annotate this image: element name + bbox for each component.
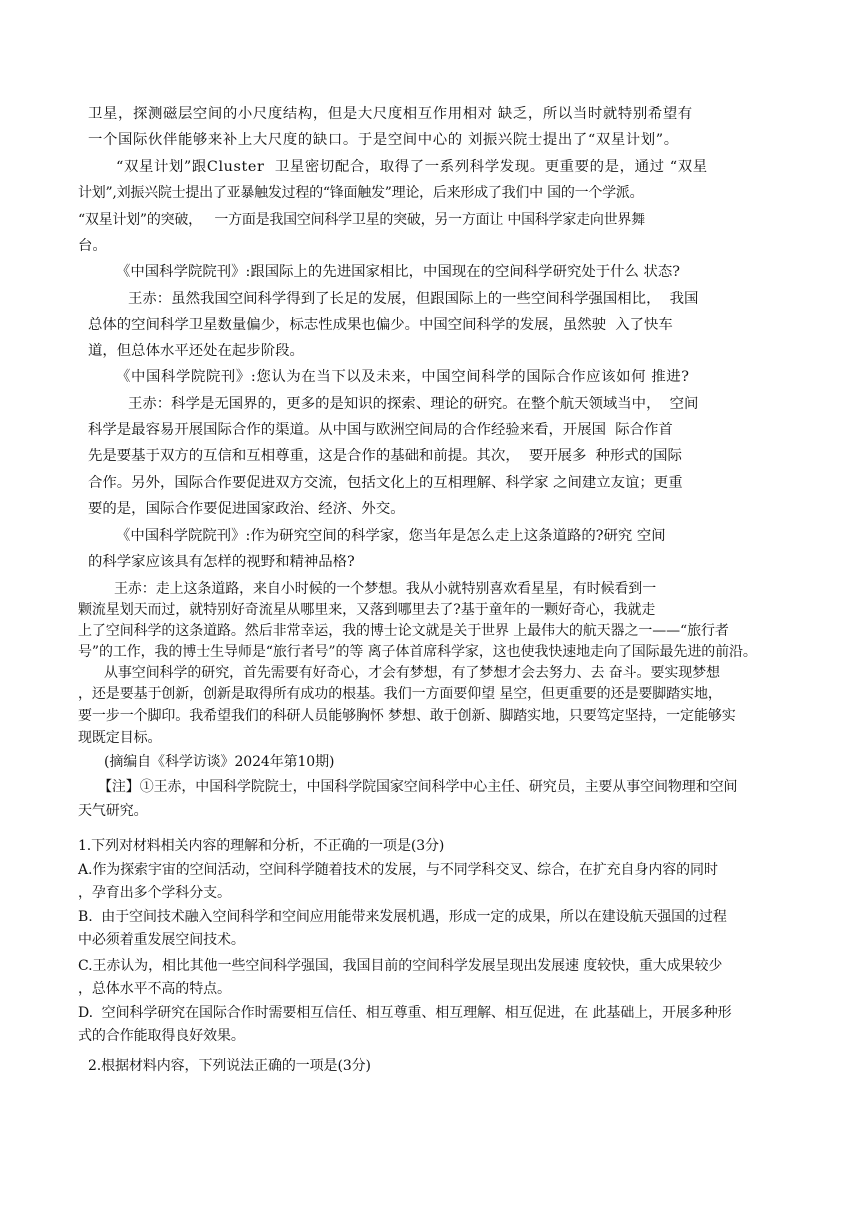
text-line: 《中国科学院院刊》:跟国际上的先进国家相比，中国现在的空间科学研究处于什么 状态? [116,264,680,280]
text-line: 《中国科学院院刊》:作为研究空间的科学家，您当年是怎么走上这条道路的?研究 空间 [116,528,666,544]
option-d: 式的合作能取得良好效果。 [78,1028,245,1044]
text-line: 从事空间科学的研究，首先需要有好奇心，才会有梦想，有了梦想才会去努力、去 奋斗。要实现梦想 [104,665,720,681]
text-line: 道，但总体水平还处在起步阶段。 [88,343,304,359]
text-line: 《中国科学院院刊》:您认为在当下以及未来，中国空间科学的国际合作应该如何 推进? [116,369,690,385]
question-stem: 2.根据材料内容，下列说法正确的一项是(3分) [88,1058,371,1074]
option-b: B. 由于空间技术融入空间科学和空间应用能带来发展机遇，形成一定的成果，所以在建设航天强国的过程 [78,909,727,925]
text-line: 要的是，国际合作要促进国家政治、经济、外交。 [88,501,405,517]
text-line: 上了空间科学的这条道路。然后非常幸运，我的博士论文就是关于世界 上最伟大的航天器之一——“旅行者 [78,623,729,639]
text-line: 卫星，探测磁层空间的小尺度结构，但是大尺度相互作用相对 缺乏，所以当时就特别希望有 [88,106,693,122]
option-a: ，孕育出多个学科分支。 [78,885,231,901]
text-line: 总体的空间科学卫星数量偏少，标志性成果也偏少。中国空间科学的发展，虽然驶 入了快车 [88,317,673,333]
text-line: 颗流星划天而过，就特别好奇流星从哪里来，又落到哪里去了?基于童年的一颗好奇心，我就走 [78,602,656,618]
text-line: 计划”,刘振兴院士提出了亚暴触发过程的“锋面触发”理论，后来形成了我们中 国的一个学派。 [78,185,644,201]
source-citation: (摘编自《科学访谈》2024年第10期) [104,754,335,770]
text-line: 现既定目标。 [78,730,162,746]
text-line: 王赤：走上这条道路，来自小时候的一个梦想。我从小就特别喜欢看星星，有时候看到一 [114,581,657,597]
option-c: ，总体水平不高的特点。 [78,981,231,997]
text-line: “双星计划”跟Cluster 卫星密切配合，取得了一系列科学发现。更重要的是，通过 “双星 [116,159,708,175]
footnote: 【注】①王赤，中国科学院院士，中国科学院国家空间科学中心主任、研究员，主要从事空间物理和空间 [98,779,738,795]
text-line: 号”的工作，我的博士生导师是“旅行者号”的等 离子体首席科学家，这也使我快速地走向了国际最先进的前沿。 [78,644,757,660]
text-line: ，还是要基于创新，创新是取得所有成功的根基。我们一方面要仰望 星空，但更重要的还是要脚踏实地， [78,686,722,702]
text-line: 要一步一个脚印。我希望我们的科研人员能够胸怀 梦想、敢于创新、脚踏实地，只要笃定坚持，一定能够实 [78,708,736,724]
option-b: 中必须着重发展空间技术。 [78,932,245,948]
text-line: 的科学家应该具有怎样的视野和精神品格? [88,554,355,570]
text-line: 一个国际伙伴能够来补上大尺度的缺口。于是空间中心的 刘振兴院士提出了“双星计划”。 [88,132,679,148]
option-d: D. 空间科学研究在国际合作时需要相互信任、相互尊重、相互理解、相互促进，在 此基础上，开展多种形 [78,1005,732,1021]
text-line: 科学是最容易开展国际合作的渠道。从中国与欧洲空间局的合作经验来看，开展国 际合作首 [88,422,673,438]
text-line: 王赤：虽然我国空间科学得到了长足的发展，但跟国际上的一些空间科学强国相比， 我国 [128,291,699,307]
option-c: C.王赤认为，相比其他一些空间科学强国，我国目前的空间科学发展呈现出发展速 度较快，重大成果较少 [78,958,723,974]
question-stem: 1.下列对材料相关内容的理解和分析，不正确的一项是(3分) [78,838,445,854]
footnote: 天气研究。 [78,803,148,819]
text-line: 合作。另外，国际合作要促进双方交流，包括文化上的互相理解、科学家 之间建立友谊；更重 [88,475,683,491]
text-line: “双星计划”的突破， 一方面是我国空间科学卫星的突破，另一方面让 中国科学家走向世界舞 [78,212,645,228]
text-line: 王赤：科学是无国界的，更多的是知识的探索、理论的研究。在整个航天领域当中， 空间 [128,396,699,412]
option-a: A.作为探索宇宙的空间活动，空间科学随着技术的发展，与不同学科交叉、综合，在扩充自身内容的同时 [78,862,718,878]
text-line: 先是要基于双方的互信和互相尊重，这是合作的基础和前提。其次， 要开展多 种形式的国际 [88,448,682,464]
text-line: 台。 [78,238,107,254]
